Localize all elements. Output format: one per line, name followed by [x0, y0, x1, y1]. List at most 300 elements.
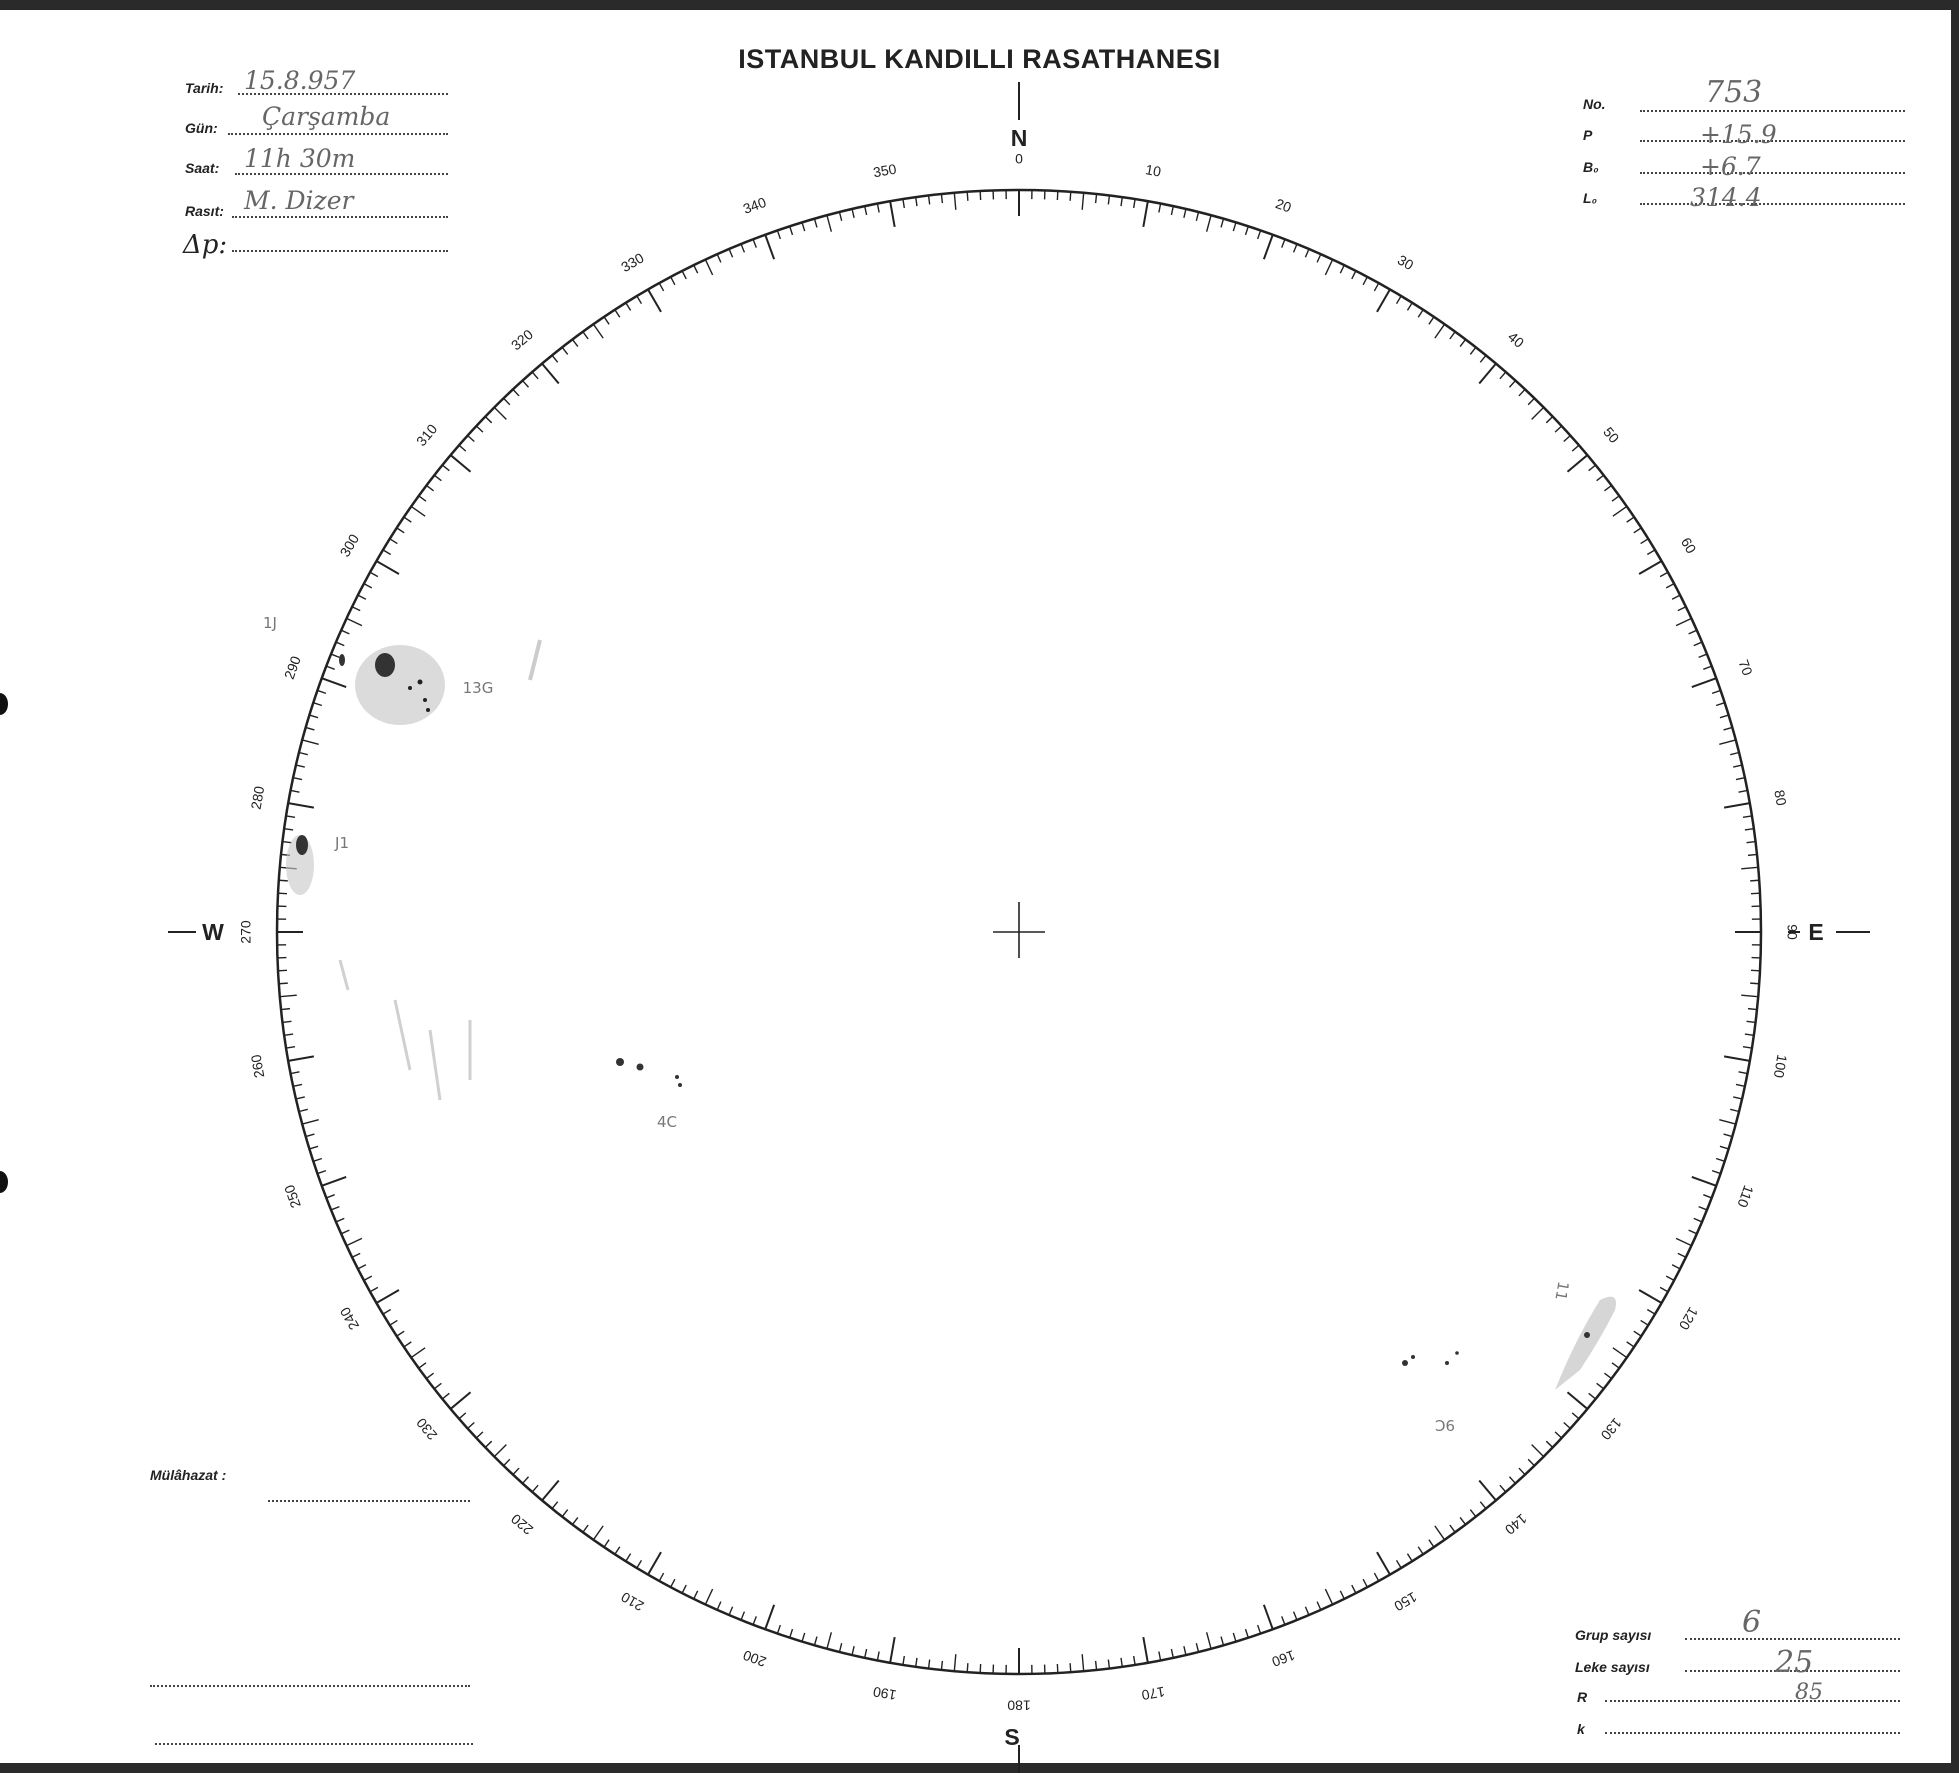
degree-tick: [1305, 249, 1309, 257]
notes-line[interactable]: [268, 1500, 470, 1502]
sunspot-group-label: 11: [1551, 1279, 1573, 1302]
k-label: k: [1577, 1721, 1585, 1737]
sunspot-dot: [1402, 1360, 1408, 1366]
degree-tick: [1418, 310, 1423, 318]
degree-tick: [280, 995, 297, 996]
degree-tick: [434, 475, 441, 481]
sunspot-group-label: 13G: [462, 679, 494, 697]
degree-tick: [1641, 539, 1649, 544]
sunspot-dot: [637, 1064, 644, 1071]
degree-tick: [1282, 1616, 1285, 1624]
degree-tick: [877, 204, 879, 213]
degree-tick: [637, 296, 642, 304]
degree-tick: [1724, 1134, 1733, 1136]
degree-tick: [1546, 1441, 1552, 1447]
degree-tick: [659, 1573, 663, 1581]
degree-tick: [1689, 630, 1697, 634]
degree-tick: [390, 1320, 398, 1325]
degree-tick: [865, 206, 867, 215]
degree-tick: [313, 703, 322, 706]
degree-tick: [313, 1159, 322, 1162]
degree-tick: [1724, 727, 1733, 729]
degree-tick: [1159, 204, 1161, 213]
degree-tick: [903, 1656, 904, 1665]
degree-tick: [1325, 1589, 1332, 1604]
day-label: Gün:: [185, 120, 218, 136]
degree-tick: [306, 1134, 315, 1136]
group-count-value[interactable]: 6: [1742, 1605, 1762, 1640]
degree-tick: [434, 1383, 441, 1389]
degree-tick: [1555, 426, 1562, 432]
degree-tick: [390, 539, 398, 544]
k-line: [1605, 1732, 1900, 1734]
degree-tick: [352, 607, 360, 611]
degree-label: 230: [412, 1414, 441, 1444]
degree-tick: [1184, 209, 1186, 218]
degree-tick: [341, 1230, 349, 1234]
degree-tick: [1745, 1034, 1754, 1035]
notes-line[interactable]: [150, 1685, 470, 1687]
sunspot-penumbra: [1555, 1297, 1616, 1390]
degree-tick: [729, 1607, 733, 1615]
degree-tick: [370, 572, 378, 576]
degree-tick: [903, 199, 904, 208]
delta-p-label: Δp:: [183, 230, 228, 260]
degree-tick: [717, 254, 721, 262]
degree-tick: [1325, 260, 1332, 275]
degree-tick: [1233, 1633, 1236, 1642]
degree-tick: [1171, 1649, 1173, 1658]
degree-tick: [284, 829, 293, 830]
degree-tick: [376, 561, 399, 574]
degree-tick: [1070, 1663, 1071, 1672]
degree-tick: [1743, 1047, 1752, 1048]
degree-tick: [802, 1633, 805, 1642]
degree-tick: [1435, 1526, 1445, 1540]
r-line: [1605, 1700, 1900, 1702]
sunspot-dot: [1455, 1351, 1459, 1355]
degree-tick: [1604, 485, 1611, 490]
degree-label: 160: [1269, 1647, 1298, 1671]
degree-tick: [1096, 1661, 1097, 1670]
degree-tick: [1634, 1331, 1642, 1336]
sunspot-group-label: 1J: [263, 614, 277, 632]
degree-tick: [513, 389, 519, 396]
degree-tick: [827, 1632, 831, 1648]
degree-tick: [1666, 584, 1674, 588]
degree-tick: [1730, 1109, 1739, 1111]
sunspot-dot: [426, 708, 430, 712]
degree-tick: [1134, 1656, 1135, 1665]
degree-tick: [1750, 983, 1759, 984]
degree-tick: [288, 1056, 314, 1061]
degree-tick: [967, 1663, 968, 1672]
degree-tick: [1479, 364, 1496, 384]
observatory-title: ISTANBUL KANDILLI RASATHANESI: [738, 44, 1221, 74]
degree-label: 260: [247, 1053, 268, 1080]
degree-tick: [485, 1441, 491, 1447]
l0-label: L₀: [1583, 190, 1598, 206]
degree-tick: [1377, 289, 1390, 312]
degree-label: 340: [740, 193, 769, 217]
degree-tick: [1703, 666, 1711, 669]
observer-label: Rasıt:: [185, 203, 224, 219]
group-count-line: [1685, 1638, 1900, 1640]
degree-tick: [1597, 475, 1604, 481]
degree-label: 330: [618, 249, 647, 276]
r-value[interactable]: 85: [1795, 1680, 1823, 1705]
degree-tick: [1739, 1072, 1748, 1074]
degree-tick: [1567, 1392, 1587, 1409]
degree-tick: [1082, 1654, 1083, 1671]
north-label: N: [1010, 125, 1028, 151]
degree-label: 250: [280, 1182, 304, 1211]
degree-tick: [694, 1591, 698, 1599]
degree-tick: [604, 317, 609, 324]
degree-tick: [1470, 347, 1476, 354]
degree-tick: [1589, 465, 1596, 471]
degree-tick: [1712, 690, 1721, 693]
degree-tick: [309, 715, 318, 718]
degree-tick: [1567, 455, 1587, 472]
degree-tick: [890, 1637, 895, 1663]
degree-tick: [442, 465, 449, 471]
degree-tick: [296, 765, 305, 767]
degree-tick: [1246, 226, 1249, 235]
degree-label: 10: [1144, 161, 1163, 180]
degree-tick: [790, 226, 793, 235]
degree-tick: [1694, 642, 1702, 646]
degree-tick: [1460, 339, 1465, 346]
sunspot-dot: [675, 1075, 679, 1079]
degree-tick: [542, 364, 559, 384]
degree-tick: [331, 1207, 339, 1210]
degree-tick: [1719, 1120, 1735, 1124]
degree-label: 50: [1600, 423, 1623, 447]
degree-tick: [941, 1661, 942, 1670]
facula-streak: [530, 640, 540, 680]
degree-tick: [615, 1547, 620, 1555]
degree-tick: [1352, 271, 1356, 279]
degree-tick: [694, 265, 698, 273]
degree-tick: [1418, 1547, 1423, 1555]
degree-tick: [626, 303, 631, 311]
degree-tick: [562, 1510, 568, 1517]
degree-tick: [317, 690, 326, 693]
degree-tick: [648, 289, 661, 312]
degree-tick: [302, 740, 318, 744]
degree-tick: [1143, 201, 1148, 227]
l0-value[interactable]: 314.4: [1690, 183, 1762, 212]
degree-tick: [341, 630, 349, 634]
degree-tick: [1096, 194, 1097, 203]
degree-tick: [411, 1348, 425, 1358]
degree-tick: [1736, 1084, 1745, 1086]
b0-value[interactable]: +6.7: [1700, 152, 1761, 181]
sunspot-dot: [418, 680, 423, 685]
degree-tick: [494, 407, 506, 419]
degree-tick: [741, 1612, 744, 1620]
degree-tick: [1666, 1276, 1674, 1280]
degree-tick: [283, 842, 292, 843]
degree-tick: [1340, 1591, 1344, 1599]
degree-tick: [941, 194, 942, 203]
degree-label: 180: [1007, 1697, 1031, 1714]
degree-tick: [291, 790, 300, 792]
degree-tick: [281, 1009, 290, 1010]
degree-tick: [411, 506, 425, 516]
degree-tick: [1612, 1363, 1619, 1368]
sunspot-umbra: [296, 835, 308, 855]
degree-tick: [468, 1422, 475, 1428]
degree-tick: [1460, 1517, 1465, 1524]
spot-count-value[interactable]: 25: [1775, 1645, 1814, 1680]
degree-tick: [593, 324, 603, 338]
degree-tick: [1143, 1637, 1148, 1663]
observer-value[interactable]: M. Dizer: [244, 186, 354, 215]
degree-label: 60: [1677, 534, 1700, 557]
degree-tick: [309, 1146, 318, 1149]
degree-tick: [1377, 1552, 1390, 1575]
degree-tick: [1720, 1146, 1729, 1149]
degree-tick: [765, 1605, 774, 1629]
degree-tick: [1450, 332, 1455, 339]
notes-label: Mülâhazat :: [150, 1467, 227, 1483]
degree-tick: [1221, 219, 1223, 228]
degree-label: 170: [1140, 1683, 1167, 1704]
degree-tick: [358, 1265, 366, 1269]
degree-tick: [1692, 678, 1716, 687]
degree-tick: [347, 618, 362, 625]
degree-tick: [865, 1649, 867, 1658]
degree-label: 110: [1734, 1183, 1757, 1210]
degree-tick: [451, 455, 471, 472]
degree-tick: [291, 1072, 300, 1074]
degree-tick: [1613, 506, 1627, 516]
time-label: Saat:: [185, 160, 220, 176]
degree-tick: [1363, 277, 1367, 285]
degree-tick: [1207, 1632, 1211, 1648]
degree-tick: [1678, 607, 1686, 611]
degree-tick: [852, 209, 854, 218]
degree-tick: [306, 727, 315, 729]
degree-tick: [777, 230, 780, 239]
number-label: No.: [1583, 96, 1606, 112]
degree-tick: [459, 1413, 466, 1419]
degree-tick: [1724, 803, 1750, 808]
degree-tick: [322, 678, 346, 687]
degree-tick: [370, 1287, 378, 1291]
sunspot-group-label: 4C: [656, 1113, 678, 1131]
degree-tick: [890, 201, 895, 227]
degree-tick: [1407, 1554, 1412, 1562]
degree-tick: [419, 496, 426, 501]
degree-tick: [1480, 355, 1486, 362]
degree-tick: [1572, 1413, 1579, 1419]
b0-label: B₀: [1583, 159, 1599, 175]
degree-tick: [1564, 436, 1571, 442]
sunspot-dot: [616, 1058, 624, 1066]
degree-tick: [1672, 1265, 1680, 1269]
degree-tick: [1407, 303, 1412, 311]
degree-tick: [326, 1195, 334, 1198]
degree-tick: [1564, 1422, 1571, 1428]
degree-tick: [383, 550, 391, 555]
degree-tick: [1699, 1207, 1707, 1210]
degree-tick: [1532, 407, 1544, 419]
degree-tick: [1509, 1477, 1515, 1484]
degree-label: 300: [336, 531, 363, 560]
degree-tick: [954, 193, 955, 210]
degree-tick: [336, 642, 344, 646]
degree-tick: [1282, 239, 1285, 247]
degree-label: 150: [1391, 1588, 1420, 1615]
degree-tick: [852, 1646, 854, 1655]
degree-tick: [659, 283, 663, 291]
degree-tick: [1121, 1658, 1122, 1667]
degree-tick: [552, 355, 558, 362]
degree-tick: [299, 752, 308, 754]
sunspot-group-label: 9C: [1434, 1416, 1456, 1434]
degree-tick: [753, 1616, 756, 1624]
degree-tick: [283, 1021, 292, 1022]
degree-tick: [1647, 550, 1655, 555]
spot-count-label: Leke sayısı: [1575, 1659, 1650, 1675]
degree-tick: [317, 1171, 326, 1174]
degree-tick: [293, 1084, 302, 1086]
number-value[interactable]: 753: [1705, 75, 1763, 110]
degree-tick: [827, 215, 831, 231]
degree-tick: [552, 1502, 558, 1509]
degree-tick: [1159, 1652, 1161, 1661]
degree-label: 350: [871, 160, 898, 181]
degree-tick: [1639, 561, 1662, 574]
degree-tick: [1532, 1445, 1544, 1457]
degree-tick: [426, 1373, 433, 1378]
degree-tick: [1108, 1660, 1109, 1669]
date-value[interactable]: 15.8.957: [244, 66, 356, 95]
east-label: E: [1808, 919, 1824, 945]
r-label: R: [1577, 1689, 1588, 1705]
degree-tick: [1519, 389, 1525, 396]
degree-tick: [299, 1109, 308, 1111]
degree-tick: [1739, 790, 1748, 792]
degree-tick: [523, 1477, 529, 1484]
degree-tick: [1171, 206, 1173, 215]
degree-tick: [717, 1602, 721, 1610]
degree-label: 120: [1675, 1304, 1702, 1333]
degree-tick: [1555, 1432, 1562, 1438]
time-value[interactable]: 11h 30m: [244, 144, 356, 173]
degree-tick: [637, 1560, 642, 1568]
degree-tick: [1741, 995, 1758, 996]
degree-label: 70: [1735, 657, 1756, 678]
degree-tick: [1660, 1287, 1668, 1291]
degree-tick: [1745, 829, 1754, 830]
degree-tick: [814, 219, 816, 228]
degree-label: 0: [1015, 150, 1023, 167]
degree-tick: [364, 1276, 372, 1280]
degree-tick: [705, 260, 712, 275]
group-count-label: Grup sayısı: [1575, 1627, 1652, 1643]
degree-tick: [1694, 1218, 1702, 1222]
p-value[interactable]: +15.9: [1700, 120, 1777, 149]
degree-tick: [504, 1459, 510, 1465]
degree-tick: [523, 381, 529, 388]
degree-tick: [604, 1540, 609, 1547]
degree-tick: [593, 1526, 603, 1540]
degree-label: 240: [336, 1304, 363, 1333]
degree-tick: [1743, 816, 1752, 817]
degree-label: 290: [280, 653, 304, 682]
degree-tick: [426, 485, 433, 490]
degree-tick: [279, 983, 288, 984]
degree-label: 210: [618, 1588, 647, 1615]
degree-tick: [1480, 1502, 1486, 1509]
degree-label: 100: [1770, 1053, 1791, 1080]
degree-tick: [562, 347, 568, 354]
degree-tick: [1221, 1637, 1223, 1646]
degree-tick: [1082, 193, 1083, 210]
degree-tick: [1716, 1159, 1725, 1162]
degree-tick: [513, 1468, 519, 1475]
degree-tick: [1134, 199, 1135, 208]
degree-tick: [1741, 867, 1758, 868]
degree-tick: [682, 271, 686, 279]
degree-tick: [1233, 222, 1236, 231]
degree-tick: [476, 1432, 483, 1438]
degree-label: 310: [412, 420, 441, 450]
degree-tick: [1363, 1579, 1367, 1587]
degree-tick: [1528, 1459, 1534, 1465]
degree-tick: [682, 1585, 686, 1593]
degree-tick: [572, 1517, 577, 1524]
degree-tick: [331, 654, 339, 657]
degree-tick: [1647, 1310, 1655, 1315]
degree-tick: [1264, 235, 1273, 259]
degree-tick: [1612, 496, 1619, 501]
degree-tick: [279, 880, 288, 881]
degree-label: 30: [1394, 251, 1417, 274]
degree-label: 130: [1597, 1414, 1626, 1444]
notes-line[interactable]: [155, 1743, 473, 1745]
degree-tick: [1317, 1602, 1321, 1610]
degree-tick: [1699, 654, 1707, 657]
degree-tick: [1634, 528, 1642, 533]
degree-tick: [1724, 1056, 1750, 1061]
degree-tick: [954, 1654, 955, 1671]
degree-tick: [1733, 1097, 1742, 1099]
day-value[interactable]: Çarşamba: [262, 102, 391, 131]
degree-tick: [494, 1445, 506, 1457]
degree-tick: [1627, 1342, 1634, 1347]
degree-tick: [358, 595, 366, 599]
degree-tick: [790, 1629, 793, 1638]
sunspot-dot: [339, 654, 345, 666]
degree-tick: [376, 1290, 399, 1303]
degree-tick: [967, 192, 968, 201]
degree-tick: [404, 517, 411, 522]
degree-tick: [1264, 1605, 1273, 1629]
degree-tick: [288, 803, 314, 808]
degree-tick: [777, 1625, 780, 1634]
degree-tick: [1196, 1643, 1198, 1652]
p-label: P: [1583, 127, 1593, 143]
degree-tick: [1246, 1629, 1249, 1638]
degree-tick: [336, 1218, 344, 1222]
degree-tick: [1470, 1510, 1476, 1517]
west-label: W: [202, 919, 224, 945]
